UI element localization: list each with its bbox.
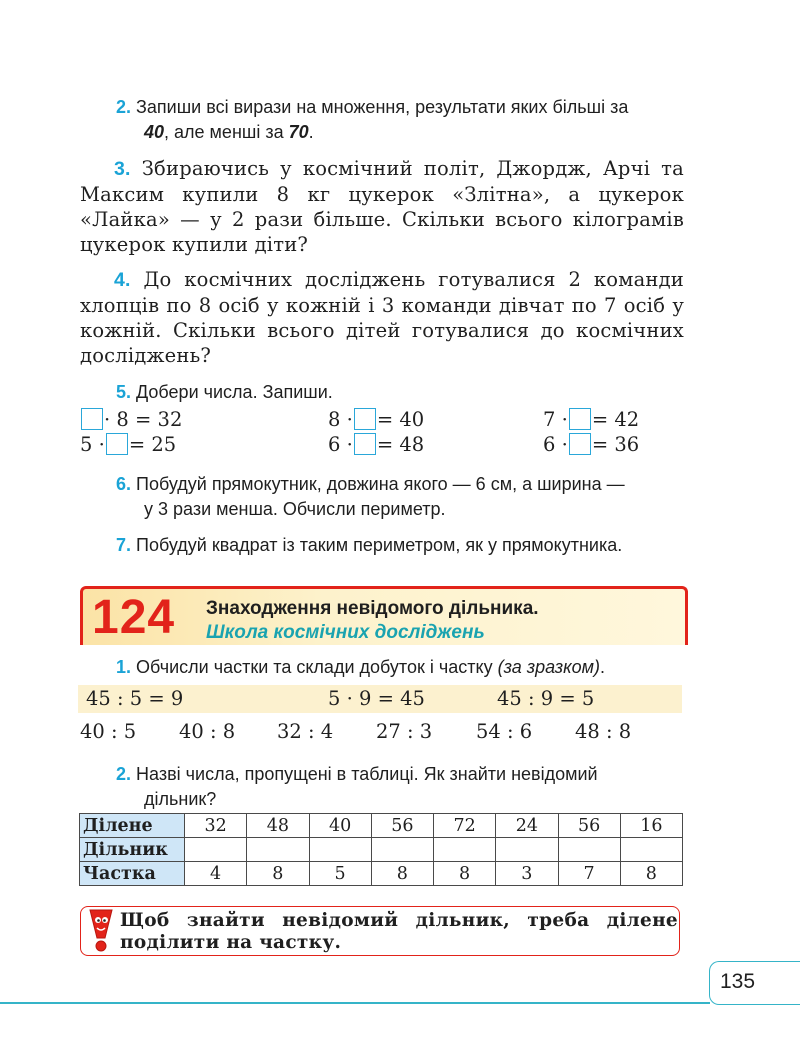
exercise-6: 48 : 8	[575, 720, 632, 743]
answer-box[interactable]	[106, 433, 128, 455]
table-cell: 8	[434, 862, 496, 886]
lesson-task-2	[116, 762, 691, 812]
answer-box[interactable]	[569, 433, 591, 455]
task-3-text: Збираючись у космічний політ, Джордж, Арчі та Максим купили 8 кг цукерок «Злітна», а цукерок «Лайка» — у 2 рази більше. Скільки всього кілограмів цукерок купили діти?	[80, 157, 684, 256]
exercise-2: 40 : 8	[179, 720, 236, 743]
table-cell: 56	[371, 814, 433, 838]
table-cell-empty[interactable]	[247, 838, 309, 862]
table-cell-empty[interactable]	[558, 838, 620, 862]
equation-text: 5 ·	[80, 433, 105, 456]
table-row-divisor	[80, 838, 683, 862]
sample-product: 5 · 9 = 45	[328, 687, 425, 710]
lesson-task-1-text: Обчисли частки та склади добуток і частку	[136, 657, 498, 677]
equation-text: = 25	[128, 433, 177, 456]
equation-4	[80, 433, 176, 457]
table-cell: 3	[496, 862, 558, 886]
task-4-text: До космічних досліджень готувалися 2 команди хлопців по 8 осіб у кожній і 3 команди дівчат по 7 осіб у кожній. Скільки всього дітей готувалися до космічних досліджень?	[80, 268, 684, 367]
page-footer-line	[0, 1002, 710, 1004]
lesson-task-2-text-line2: дільник?	[144, 789, 217, 809]
task-6-text-line1: Побудуй прямокутник, довжина якого — 6 см, а ширина —	[136, 474, 625, 494]
answer-box[interactable]	[354, 433, 376, 455]
task-5	[116, 380, 333, 405]
table-cell-empty[interactable]	[371, 838, 433, 862]
table-cell: 72	[434, 814, 496, 838]
task-6-number: 6.	[116, 474, 132, 494]
table-cell: 8	[620, 862, 682, 886]
equation-2	[328, 408, 424, 432]
lesson-task-1	[116, 655, 605, 680]
answer-box[interactable]	[81, 408, 103, 430]
table-cell: 8	[371, 862, 433, 886]
task-3-number: 3.	[114, 158, 131, 180]
task-2-text-mid: , але менші за	[164, 122, 289, 142]
task-5-number: 5.	[116, 382, 132, 402]
equation-text: = 48	[376, 433, 425, 456]
sample-division: 45 : 5 = 9	[86, 687, 184, 710]
task-2-number-40: 40	[144, 122, 165, 142]
table-cell: 4	[185, 862, 247, 886]
exercise-5: 54 : 6	[476, 720, 533, 743]
row-label: Ділене	[80, 814, 185, 838]
task-6-text-line2: у 3 рази менша. Обчисли периметр.	[144, 499, 446, 519]
lesson-task-1-number: 1.	[116, 657, 132, 677]
table-cell: 48	[247, 814, 309, 838]
exercise-1: 40 : 5	[80, 720, 137, 743]
equation-3	[543, 408, 639, 432]
task-7-text: Побудуй квадрат із таким периметром, як у прямокутника.	[136, 535, 623, 555]
table-cell: 5	[309, 862, 371, 886]
task-4	[80, 267, 684, 368]
equation-text: = 36	[591, 433, 640, 456]
equation-6	[543, 433, 639, 457]
task-2-text-end: .	[308, 122, 314, 142]
division-table	[79, 813, 683, 886]
task-7	[116, 533, 622, 558]
exercise-4: 27 : 3	[376, 720, 433, 743]
task-4-number: 4.	[114, 269, 131, 291]
equation-text: = 42	[591, 408, 640, 431]
task-2	[116, 95, 691, 145]
equation-text: 8 ·	[328, 408, 353, 431]
table-cell-empty[interactable]	[309, 838, 371, 862]
task-2-text-line1: Запиши всі вирази на множення, результати яких більші за	[136, 97, 629, 117]
task-5-text: Добери числа. Запиши.	[136, 382, 333, 402]
row-label: Частка	[80, 862, 185, 886]
table-cell-empty[interactable]	[620, 838, 682, 862]
row-label: Дільник	[80, 838, 185, 862]
equation-text: · 8 = 32	[104, 408, 183, 431]
task-2-number-70: 70	[288, 122, 309, 142]
answer-box[interactable]	[354, 408, 376, 430]
equation-1	[80, 408, 182, 432]
table-cell: 56	[558, 814, 620, 838]
lesson-number: 124	[92, 591, 176, 644]
lesson-task-2-text-line1: Назві числа, пропущені в таблиці. Як знайти невідомий	[136, 764, 598, 784]
exercise-3: 32 : 4	[277, 720, 334, 743]
table-row-quotient	[80, 862, 683, 886]
table-cell-empty[interactable]	[434, 838, 496, 862]
sample-quotient: 45 : 9 = 5	[497, 687, 595, 710]
table-cell: 7	[558, 862, 620, 886]
exclamation-icon	[86, 908, 116, 954]
equation-text: 7 ·	[543, 408, 568, 431]
table-cell: 16	[620, 814, 682, 838]
table-cell-empty[interactable]	[496, 838, 558, 862]
table-cell: 8	[247, 862, 309, 886]
lesson-title: Знаходження невідомого дільника.	[206, 598, 539, 619]
lesson-task-1-end: .	[599, 657, 605, 677]
table-cell: 40	[309, 814, 371, 838]
task-7-number: 7.	[116, 535, 132, 555]
task-2-number: 2.	[116, 97, 132, 117]
lesson-task-2-number: 2.	[116, 764, 132, 784]
lesson-subtitle: Школа космічних досліджень	[206, 622, 485, 643]
table-row-dividend	[80, 814, 683, 838]
equation-text: = 40	[376, 408, 425, 431]
lesson-task-1-italic: (за зразком)	[497, 657, 600, 677]
equation-text: 6 ·	[543, 433, 568, 456]
table-cell: 24	[496, 814, 558, 838]
table-cell: 32	[185, 814, 247, 838]
equation-5	[328, 433, 424, 457]
table-cell-empty[interactable]	[185, 838, 247, 862]
equation-text: 6 ·	[328, 433, 353, 456]
rule-text: Щоб знайти невідомий дільник, треба ділене поділити на частку.	[120, 910, 678, 953]
answer-box[interactable]	[569, 408, 591, 430]
task-6	[116, 472, 691, 522]
page-number: 135	[720, 970, 756, 993]
task-3	[80, 156, 684, 257]
